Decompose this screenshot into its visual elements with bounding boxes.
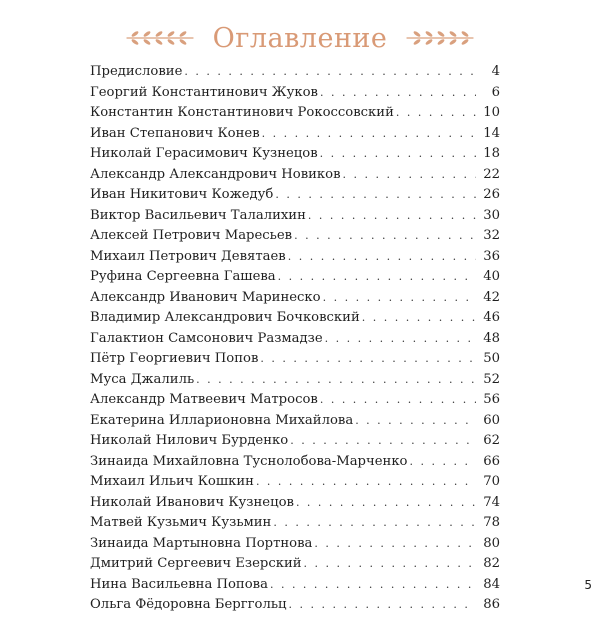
dot-leader [278, 270, 476, 283]
toc-entry[interactable] [90, 495, 500, 516]
dot-leader [320, 86, 476, 99]
dot-leader [323, 291, 476, 304]
toc-entry-name: Зинаида Михайловна Туснолобова-Марченко [90, 453, 408, 469]
dot-leader [320, 393, 476, 406]
toc-entry-name: Александр Иванович Маринеско [90, 289, 321, 305]
toc-entry-page: 10 [483, 105, 500, 120]
toc-entry[interactable] [90, 454, 500, 475]
dot-leader [314, 537, 476, 550]
toc-entry[interactable] [90, 105, 500, 126]
toc-entry-name: Ольга Фёдоровна Берггольц [90, 597, 287, 612]
toc-entry[interactable] [90, 351, 500, 372]
toc-entry-page: 84 [483, 576, 500, 592]
toc-entry[interactable] [90, 331, 500, 352]
toc-entry-page: 42 [483, 289, 500, 305]
toc-entry-page: 74 [483, 494, 500, 510]
dot-leader [396, 106, 476, 119]
dot-leader [308, 209, 476, 222]
toc-entry[interactable] [90, 85, 500, 106]
dot-leader [325, 332, 476, 345]
toc-entry-name: Владимир Александрович Бочковский [90, 310, 360, 325]
toc-entry-name: Зинаида Мартыновна Портнова [90, 535, 313, 551]
toc-entry-name: Александр Александрович Новиков [90, 166, 341, 182]
dot-leader [275, 188, 476, 201]
toc-entry-name: Руфина Сергеевна Гашева [90, 269, 276, 284]
toc-entry-page: 36 [483, 248, 500, 264]
toc-entry[interactable] [90, 290, 500, 311]
toc-entry-name: Пётр Георгиевич Попов [90, 351, 259, 366]
toc-entry-page: 4 [491, 64, 500, 79]
toc-entry-name: Константин Константинович Рокоссовский [90, 105, 394, 120]
toc-entry[interactable] [90, 310, 500, 331]
toc-entry-page: 66 [483, 453, 500, 469]
toc-entry[interactable] [90, 515, 500, 536]
toc-entry-page: 62 [483, 433, 500, 448]
toc-entry-name: Георгий Константинович Жуков [90, 84, 318, 100]
dot-leader [294, 229, 476, 242]
laurel-sprig-icon [125, 28, 195, 48]
toc-entry-page: 46 [483, 310, 500, 325]
toc-entry-page: 50 [483, 351, 500, 366]
dot-leader [304, 557, 476, 570]
toc-entry[interactable] [90, 536, 500, 557]
dot-leader [273, 516, 476, 529]
toc-entry-name: Алексей Петрович Маресьев [90, 228, 293, 243]
toc-entry-name: Матвей Кузьмич Кузьмин [90, 515, 272, 530]
toc-entry-page: 60 [483, 412, 500, 428]
toc-entry[interactable] [90, 433, 500, 454]
dot-leader [196, 373, 476, 386]
toc-entry[interactable] [90, 187, 500, 208]
toc-entry-page: 52 [483, 371, 500, 387]
toc-entry-name: Дмитрий Сергеевич Езерский [90, 556, 302, 571]
toc-entry[interactable] [90, 413, 500, 434]
dot-leader [296, 496, 476, 509]
title-row [0, 18, 600, 58]
dot-leader [184, 65, 476, 78]
toc-entry[interactable] [90, 392, 500, 413]
page-title: Оглавление [212, 22, 388, 54]
toc-entry-page: 18 [483, 146, 500, 161]
toc-entry-page: 56 [483, 392, 500, 407]
toc-entry[interactable] [90, 474, 500, 495]
dot-leader [256, 475, 476, 488]
dot-leader [320, 147, 476, 160]
toc-entry-page: 30 [483, 207, 500, 223]
dot-leader [355, 414, 476, 427]
dot-leader [343, 168, 476, 181]
toc-entry[interactable] [90, 577, 500, 598]
dot-leader [362, 311, 476, 324]
toc-entry[interactable] [90, 269, 500, 290]
toc-entry-name: Иван Никитович Кожедуб [90, 187, 274, 202]
dot-leader [288, 250, 476, 263]
toc-entry[interactable] [90, 208, 500, 229]
toc-entry-name: Предисловие [90, 64, 183, 79]
toc-entry[interactable] [90, 167, 500, 188]
page-number: 5 [584, 578, 592, 592]
toc-entry[interactable] [90, 372, 500, 393]
toc-entry-page: 14 [483, 125, 500, 141]
table-of-contents [90, 64, 500, 618]
toc-entry-page: 70 [483, 474, 500, 489]
dot-leader [410, 455, 477, 468]
toc-entry-name: Галактион Самсонович Размадзе [90, 330, 323, 346]
toc-entry-name: Иван Степанович Конев [90, 125, 260, 141]
laurel-sprig-icon [405, 28, 475, 48]
toc-entry-page: 48 [483, 330, 500, 346]
dot-leader [260, 352, 476, 365]
toc-entry-name: Муса Джалиль [90, 371, 195, 387]
toc-entry-name: Николай Герасимович Кузнецов [90, 146, 318, 161]
toc-entry-name: Екатерина Илларионовна Михайлова [90, 412, 354, 428]
toc-entry[interactable] [90, 228, 500, 249]
toc-entry-page: 86 [483, 597, 500, 612]
toc-entry-page: 80 [483, 535, 500, 551]
dot-leader [262, 127, 476, 140]
toc-entry-page: 6 [491, 84, 500, 100]
toc-entry-page: 32 [483, 228, 500, 243]
toc-entry[interactable] [90, 249, 500, 270]
toc-entry-page: 78 [483, 515, 500, 530]
toc-entry-name: Александр Матвеевич Матросов [90, 392, 318, 407]
toc-entry-page: 40 [483, 269, 500, 284]
toc-entry-name: Михаил Петрович Девятаев [90, 248, 286, 264]
toc-entry-page: 22 [483, 166, 500, 182]
toc-entry-name: Нина Васильевна Попова [90, 576, 268, 592]
toc-entry-name: Николай Иванович Кузнецов [90, 494, 294, 510]
toc-entry[interactable] [90, 146, 500, 167]
dot-leader [270, 578, 476, 591]
toc-entry[interactable] [90, 126, 500, 147]
toc-entry-name: Виктор Васильевич Талалихин [90, 207, 306, 223]
toc-entry-name: Михаил Ильич Кошкин [90, 474, 254, 489]
toc-entry-page: 82 [483, 556, 500, 571]
toc-entry[interactable] [90, 64, 500, 85]
toc-entry-name: Николай Нилович Бурденко [90, 433, 289, 448]
toc-entry[interactable] [90, 556, 500, 577]
dot-leader [290, 434, 476, 447]
toc-entry-page: 26 [483, 187, 500, 202]
toc-entry[interactable] [90, 597, 500, 618]
